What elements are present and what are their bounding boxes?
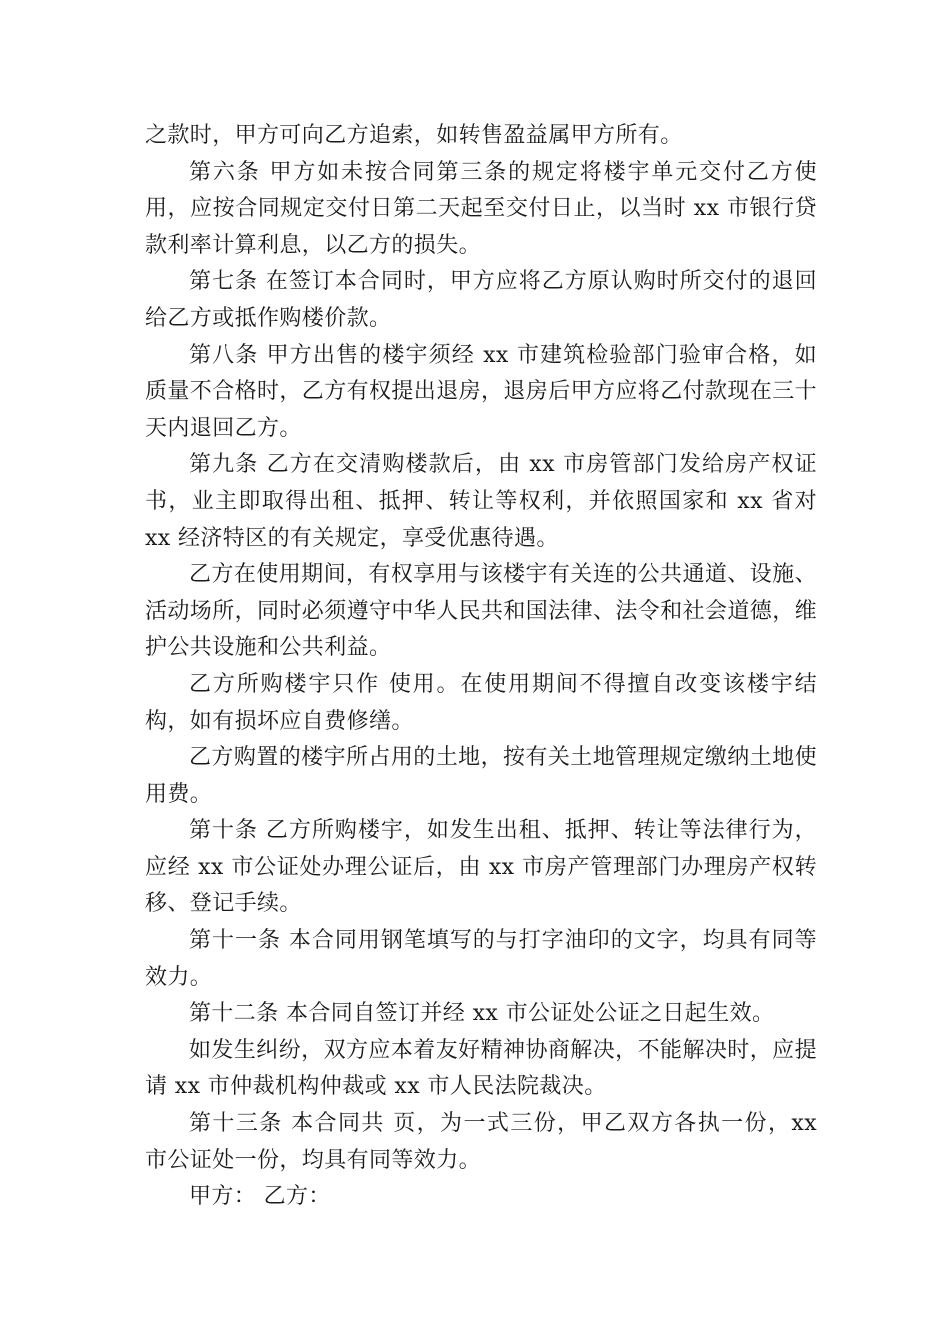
paragraph-article-13: 第十三条 本合同共 页，为一式三份，甲乙双方各执一份，xx 市公证处一份，均具有同等效力。	[145, 1111, 817, 1173]
paragraph-article-10: 第十条 乙方所购楼宇，如发生出租、抵押、转让等法律行为，应经 xx 市公证处办理公证后，由 xx 市房产管理部门办理房产权转移、登记手续。	[145, 818, 817, 917]
paragraph-continuation: 之款时，甲方可向乙方追索，如转售盈益属甲方所有。	[145, 123, 683, 148]
paragraph-article-12: 第十二条 本合同自签订并经 xx 市公证处公证之日起生效。	[189, 1001, 775, 1027]
paragraph-land-fee: 乙方购置的楼宇所占用的土地，按有关土地管理规定缴纳土地使用费。	[145, 745, 817, 807]
paragraph-article-7: 第七条 在签订本合同时，甲方应将乙方原认购时所交付的退回给乙方或抵作购楼价款。	[145, 269, 817, 331]
paragraph-usage-purpose: 乙方所购楼宇只作 使用。在使用期间不得擅自改变该楼宇结构，如有损坏应自费修缮。	[145, 671, 817, 734]
contract-body	[145, 118, 817, 1216]
paragraph-dispute: 如发生纠纷，双方应本着友好精神协商解决，不能解决时，应提请 xx 市仲裁机构仲裁或 xx 市人民法院裁决。	[145, 1037, 817, 1100]
paragraph-article-8: 第八条 甲方出售的楼宇须经 xx 市建筑检验部门验审合格，如质量不合格时，乙方有权提出退房，退房后甲方应将乙付款现在三十天内退回乙方。	[145, 342, 818, 441]
paragraph-usage-rights: 乙方在使用期间，有权享用与该楼宇有关连的公共通道、设施、活动场所，同时必须遵守中华人民共和国法律、法令和社会道德，维护公共设施和公共利益。	[145, 562, 818, 661]
paragraph-article-9: 第九条 乙方在交清购楼款后，由 xx 市房管部门发给房产权证书，业主即取得出租、抵押、转让等权利，并依照国家和 xx 省对 xx 经济特区的有关规定，享受优惠待遇。	[145, 452, 817, 551]
signature-line: 甲方： 乙方：	[189, 1184, 331, 1210]
paragraph-article-6: 第六条 甲方如未按合同第三条的规定将楼宇单元交付乙方使用，应按合同规定交付日第二天起至交付日止，以当时 xx 市银行贷款利率计算利息，以乙方的损失。	[145, 159, 817, 258]
paragraph-article-11: 第十一条 本合同用钢笔填写的与打字油印的文字，均具有同等效力。	[145, 928, 817, 990]
